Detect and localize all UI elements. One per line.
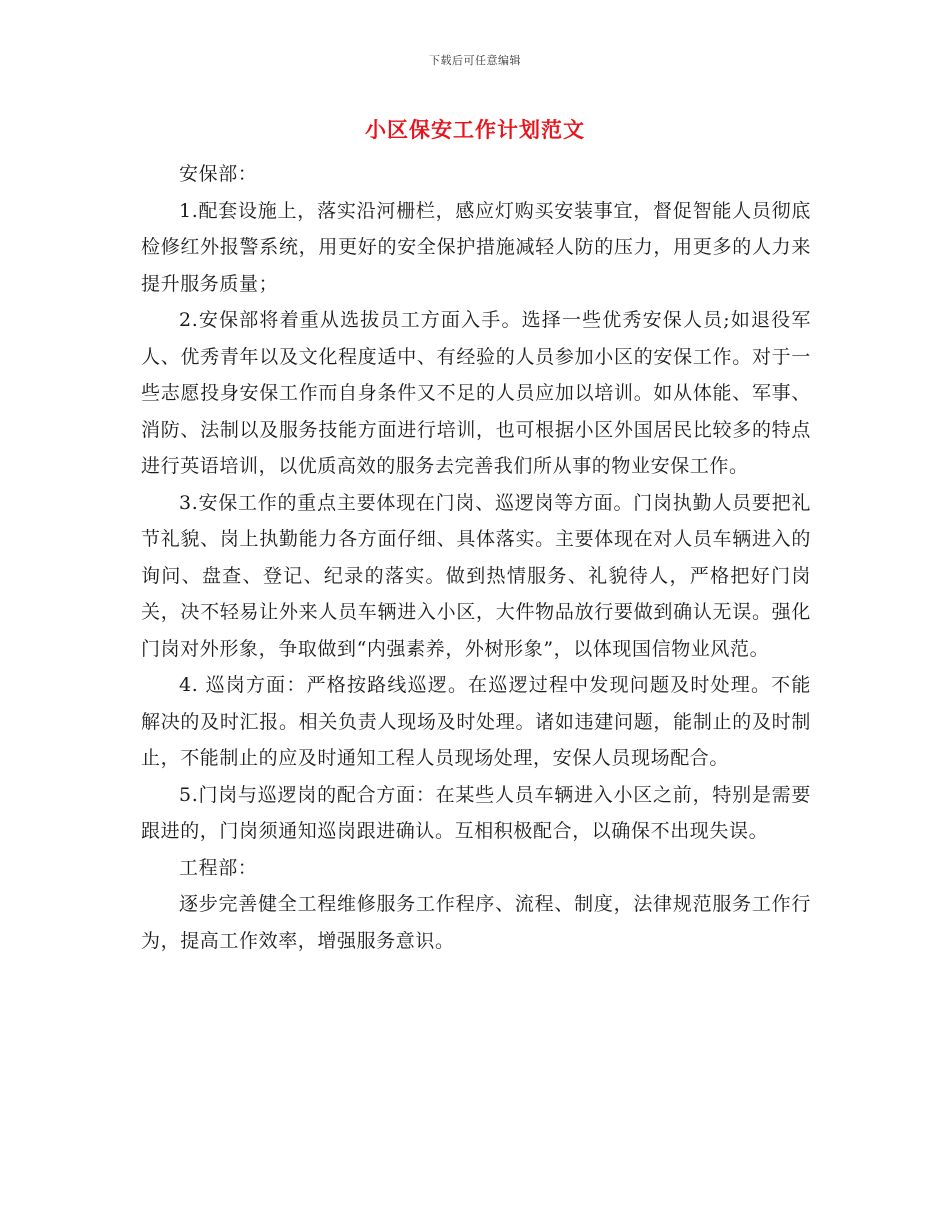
paragraph-item-3: 3.安保工作的重点主要体现在门岗、巡逻岗等方面。门岗执勤人员要把礼节礼貌、岗上执勤能力各方面仔细、具体落实。主要体现在对人员车辆进入的询问、盘查、登记、纪录的落实。做到热情服务、礼貌待人，严格把好门岗关，决不轻易让外来人员车辆进入小区，大件物品放行要做到确认无误。强化门岗对外形象，争取做到“内强素养，外树形象”，以体现国信物业风范。 xyxy=(141,491,811,660)
section-heading-security: 安保部： xyxy=(179,163,258,185)
paragraph-item-4: 4. 巡岗方面：严格按路线巡逻。在巡逻过程中发现问题及时处理。不能解决的及时汇报。相关负责人现场及时处理。诸如违建问题，能制止的及时制止，不能制止的应及时通知工程人员现场处理，安保人员现场配合。 xyxy=(141,674,811,769)
paragraph-engineering: 逐步完善健全工程维修服务工作程序、流程、制度，法律规范服务工作行为，提高工作效率，增强服务意识。 xyxy=(141,893,811,952)
paragraph-item-5: 5.门岗与巡逻岗的配合方面：在某些人员车辆进入小区之前，特别是需要跟进的，门岗须通知巡岗跟进确认。互相积极配合，以确保不出现失误。 xyxy=(141,783,811,842)
section-heading-engineering: 工程部： xyxy=(179,856,258,879)
header-note: 下载后可任意编辑 xyxy=(429,54,521,67)
document-title: 小区保安工作计划范文 xyxy=(365,118,585,142)
paragraph-item-1: 1.配套设施上，落实沿河栅栏，感应灯购买安装事宜，督促智能人员彻底检修红外报警系统，用更好的安全保护措施减轻人防的压力，用更多的人力来提升服务质量； xyxy=(141,199,811,295)
paragraph-item-2: 2.安保部将着重从选拔员工方面入手。选择一些优秀安保人员;如退役军人、优秀青年以及文化程度适中、有经验的人员参加小区的安保工作。对于一些志愿投身安保工作而自身条件又不足的人员应加以培训。如从体能、军事、消防、法制以及服务技能方面进行培训，也可根据小区外国居民比较多的特点进行英语培训，以优质高效的服务去完善我们所从事的物业安保工作。 xyxy=(141,309,811,477)
document-body xyxy=(141,156,811,959)
